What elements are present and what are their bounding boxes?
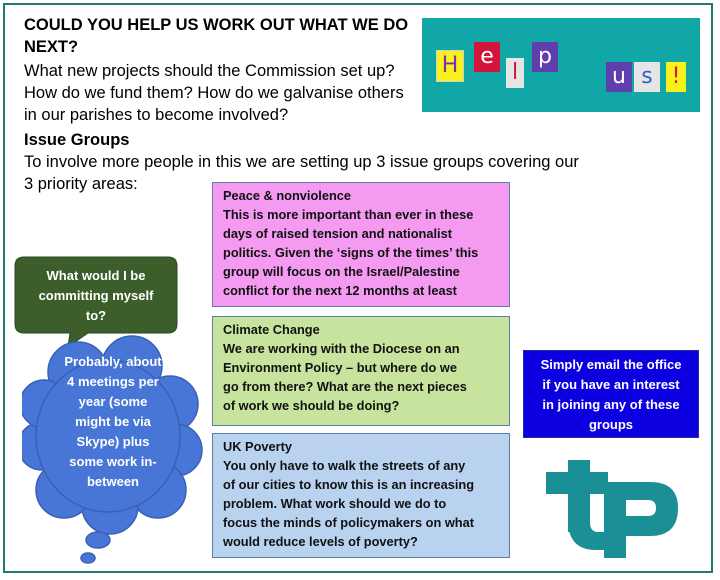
- letter-tile: l: [506, 58, 524, 88]
- group-line: go from there? What are the next pieces: [223, 379, 467, 394]
- group-climate-change: [212, 316, 510, 426]
- heading-line: NEXT?: [24, 38, 79, 56]
- help-us-banner: [422, 18, 700, 112]
- group-line: would reduce levels of poverty?: [223, 534, 418, 549]
- cloud-line: Probably, about: [64, 354, 162, 369]
- cloud-line: might be via: [75, 414, 151, 429]
- intro-line: What new projects should the Commission set up?: [24, 62, 395, 80]
- group-line: This is more important than ever in these: [223, 207, 474, 222]
- intro-line: in our parishes to become involved?: [24, 106, 289, 124]
- description-line: 3 priority areas:: [24, 175, 138, 193]
- cloud-line: Skype) plus: [76, 434, 150, 449]
- group-line: problem. What work should we do to: [223, 496, 447, 511]
- group-line: conflict for the next 12 months at least: [223, 283, 457, 298]
- cloud-line: year (some: [78, 394, 148, 409]
- email-line: if you have an interest: [542, 377, 680, 392]
- cloud-line: between: [86, 474, 139, 489]
- group-line: focus the minds of policymakers on what: [223, 515, 475, 530]
- group-line: Environment Policy – but where do we: [223, 360, 457, 375]
- group-peace-nonviolence: [212, 182, 510, 307]
- callout-text: [20, 266, 172, 326]
- group-line: politics. Given the ‘signs of the times’ this: [223, 245, 479, 260]
- question-callout: [14, 256, 178, 334]
- callout-line: What would I be: [46, 268, 146, 283]
- issue-groups-title: Issue Groups: [24, 131, 130, 149]
- group-line: of work we should be doing?: [223, 398, 400, 413]
- letter-tile: H: [436, 50, 464, 82]
- email-line: Simply email the office: [540, 357, 682, 372]
- email-line: in joining any of these: [542, 397, 680, 412]
- thought-cloud: [22, 330, 204, 570]
- group-title: Peace & nonviolence: [223, 188, 352, 203]
- heading-line: COULD YOU HELP US WORK OUT WHAT WE DO: [24, 16, 409, 34]
- letter-tile: u: [606, 62, 632, 92]
- tp-logo-icon: [546, 460, 696, 560]
- group-title: UK Poverty: [223, 439, 292, 454]
- group-line: group will focus on the Israel/Palestine: [223, 264, 460, 279]
- intro-questions: [24, 60, 424, 126]
- letter-tile: p: [532, 42, 558, 72]
- group-line: You only have to walk the streets of any: [223, 458, 466, 473]
- intro-line: How do we fund them? How do we galvanise others: [24, 84, 404, 102]
- group-line: We are working with the Diocese on an: [223, 341, 460, 356]
- page-heading: [24, 14, 414, 58]
- callout-line: to?: [85, 308, 107, 323]
- group-line: of our cities to know this is an increasing: [223, 477, 475, 492]
- group-title: Climate Change: [223, 322, 320, 337]
- letter-tile: !: [666, 62, 686, 92]
- letter-tile: s: [634, 62, 660, 92]
- email-office-box: [523, 350, 699, 438]
- group-line: days of raised tension and nationalist: [223, 226, 452, 241]
- letter-tile: e: [474, 42, 500, 72]
- callout-line: committing myself: [38, 288, 154, 303]
- cloud-line: some work in-: [69, 454, 157, 469]
- group-uk-poverty: [212, 433, 510, 558]
- description-line: To involve more people in this we are setting up 3 issue groups covering our: [24, 153, 579, 171]
- email-line: groups: [588, 417, 634, 432]
- cloud-line: 4 meetings per: [67, 374, 159, 389]
- cloud-text: [42, 352, 184, 492]
